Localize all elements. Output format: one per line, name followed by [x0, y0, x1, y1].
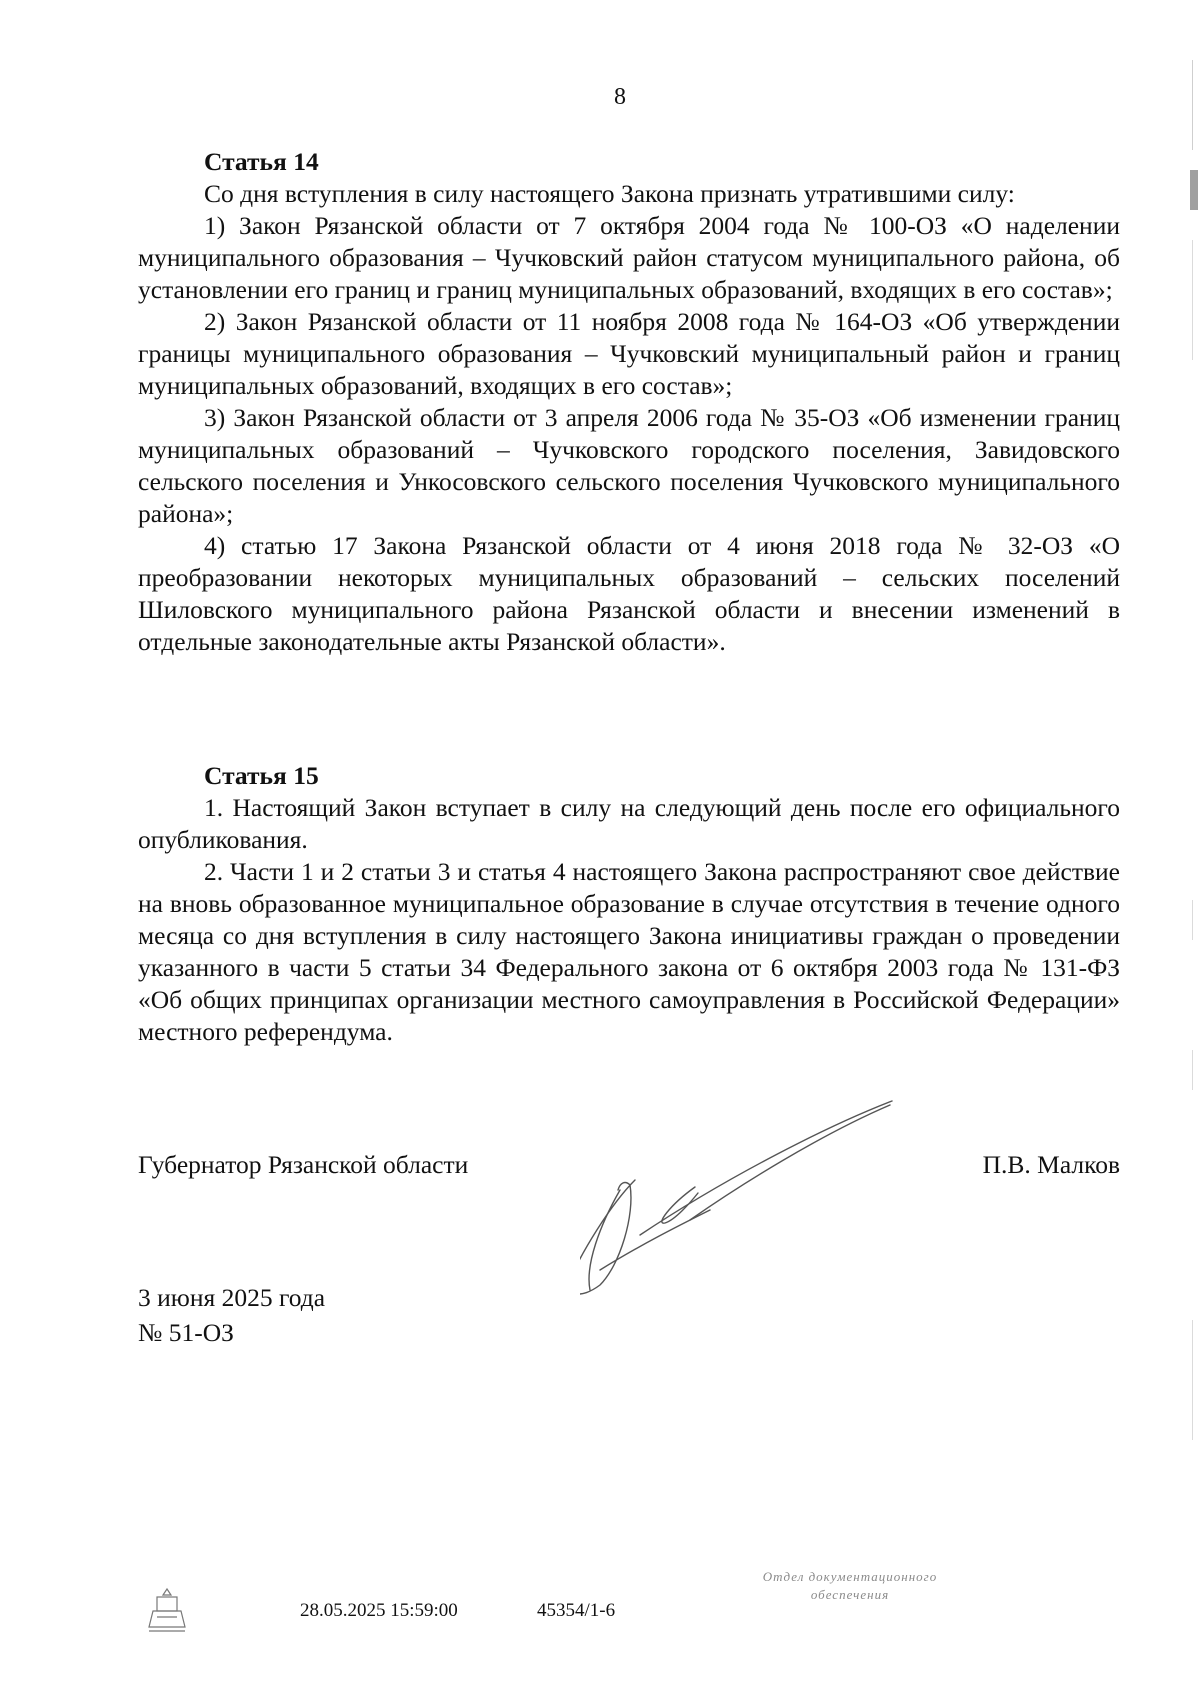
- stamp-line-1: Отдел документационного: [762, 1569, 938, 1584]
- article-14-item-4: 4) статью 17 Закона Рязанской области от 4 июня 2018 года № 32-ОЗ «О преобразовании некоторых муниципальных образований – сельских поселений Шиловского муниципального района Рязанской области и внесении изменений в отдельные законодательные акты Рязанской области».: [138, 531, 1120, 656]
- handwritten-signature-icon: [580, 1095, 900, 1315]
- article-14-lead: Со дня вступления в силу настоящего Закона признать утратившими силу:: [204, 179, 1015, 208]
- article-14-item-3: 3) Закон Рязанской области от 3 апреля 2006 года № 35-ОЗ «Об изменении границ муниципальных образований – Чучковского городского поселения, Завидовского сельского поселения и Ункосовского сельского поселения Чучковского муниципального района»;: [138, 403, 1120, 528]
- document-date: 3 июня 2025 года: [138, 1283, 326, 1312]
- footer-code: 45354/1-6: [537, 1600, 616, 1621]
- emblem-icon: [145, 1585, 189, 1635]
- article-14-item-2: 2) Закон Рязанской области от 11 ноября 2008 года № 164-ОЗ «Об утверждении границы муниципального образования – Чучковский муниципальный район и границ муниципальных образований, входящих в его состав»;: [138, 307, 1120, 400]
- article-15: [138, 760, 1120, 1048]
- department-stamp: [700, 1568, 1000, 1604]
- article-15-item-1: 1. Настоящий Закон вступает в силу на следующий день после его официального опубликования.: [138, 793, 1120, 854]
- stamp-line-2: обеспечения: [810, 1587, 890, 1602]
- article-14-item-1: 1) Закон Рязанской области от 7 октября 2004 года № 100-ОЗ «О наделении муниципального образования – Чучковский район статусом муниципального района, об установлении его границ и границ муниципальных образований, входящих в его состав»;: [138, 211, 1120, 304]
- scan-edge-marks-icon: [1186, 0, 1200, 1695]
- footer-timestamp: 28.05.2025 15:59:00: [300, 1600, 458, 1621]
- signatory-title: Губернатор Рязанской области: [138, 1150, 469, 1179]
- page-number: 8: [614, 84, 626, 110]
- article-14-heading: Статья 14: [204, 147, 319, 176]
- article-15-heading: Статья 15: [204, 761, 319, 790]
- article-14: [138, 146, 1120, 658]
- article-15-item-2: 2. Части 1 и 2 статьи 3 и статья 4 настоящего Закона распространяют свое действие на вновь образованное муниципальное образование в случае отсутствия в течение одного месяца со дня вступления в силу настоящего Закона инициативы граждан о проведении указанного в части 5 статьи 34 Федерального закона от 6 октября 2003 года № 131-ФЗ «Об общих принципах организации местного самоуправления в Российской Федерации» местного референдума.: [138, 857, 1120, 1046]
- signatory-name: П.В. Малков: [982, 1150, 1120, 1179]
- document-number: № 51-ОЗ: [138, 1318, 234, 1347]
